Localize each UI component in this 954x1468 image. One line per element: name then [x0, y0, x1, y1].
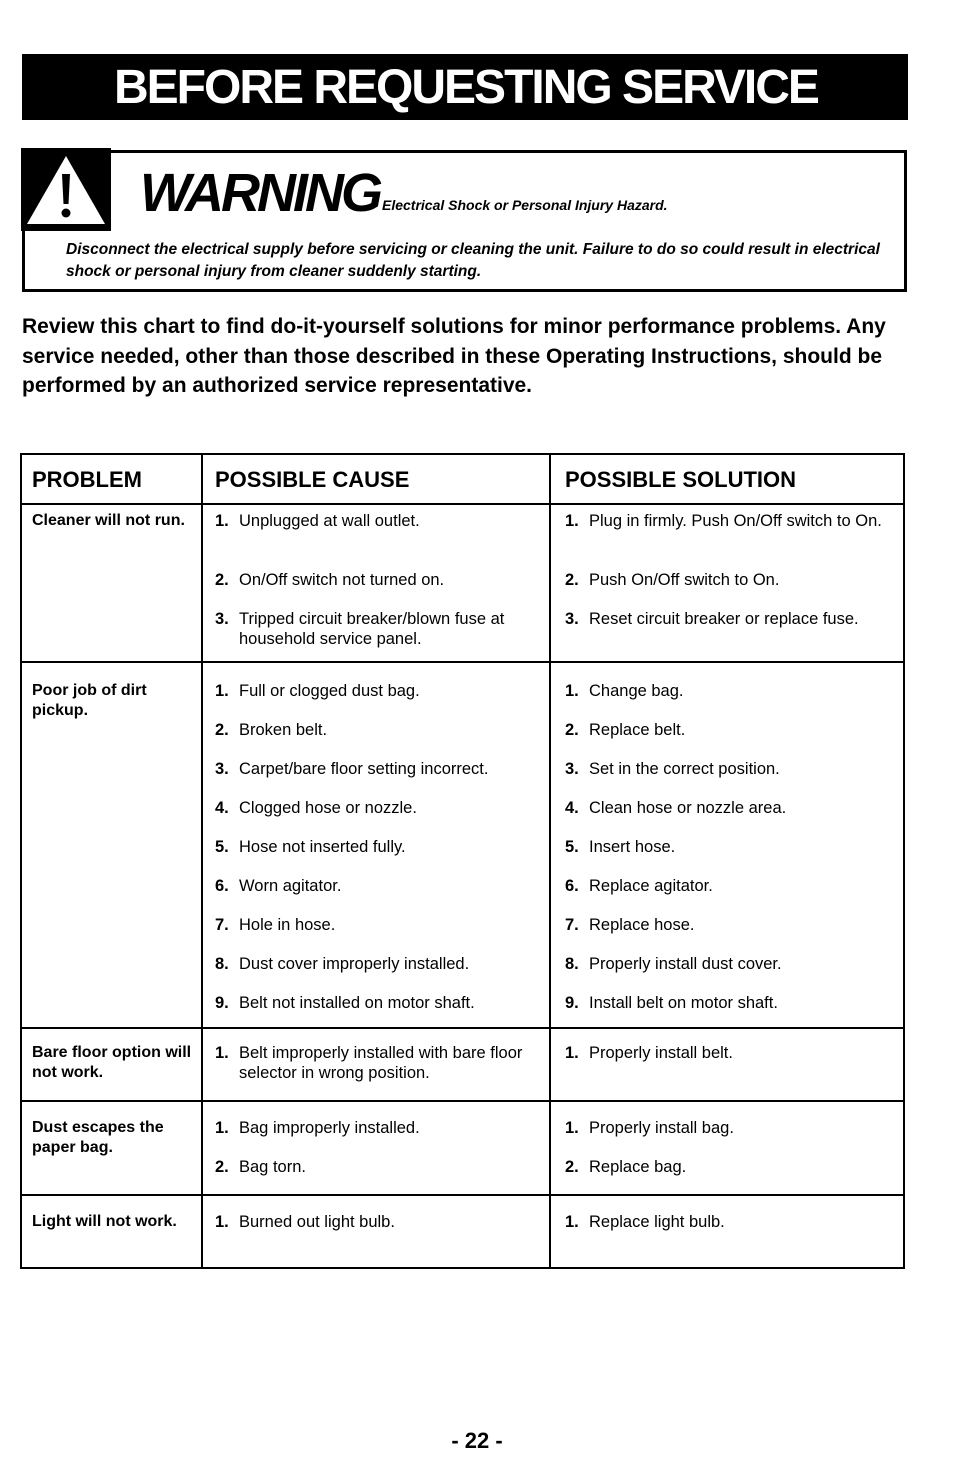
item-number: 2.	[565, 1158, 579, 1176]
item-text: Belt improperly installed with bare floor selector in wrong position.	[239, 1044, 523, 1082]
item-text: Burned out light bulb.	[239, 1213, 395, 1231]
cause-item	[215, 1043, 545, 1083]
cause-item	[215, 1118, 545, 1138]
item-number: 1.	[215, 1044, 229, 1062]
item-text: Carpet/bare floor setting incorrect.	[239, 760, 489, 778]
item-number: 3.	[565, 610, 579, 628]
cause-item	[215, 720, 545, 740]
item-text: Reset circuit breaker or replace fuse.	[589, 610, 859, 628]
item-text: Properly install belt.	[589, 1044, 733, 1062]
item-number: 2.	[215, 721, 229, 739]
item-number: 1.	[565, 1044, 579, 1062]
warning-triangle-icon	[21, 148, 111, 231]
title-banner	[22, 54, 908, 120]
item-number: 7.	[565, 916, 579, 934]
cause-item	[215, 609, 545, 649]
item-number: 9.	[215, 994, 229, 1012]
item-number: 4.	[215, 799, 229, 817]
page-title: BEFORE REQUESTING SERVICE	[114, 61, 818, 114]
problem-cell: Poor job of dirt pickup.	[32, 682, 147, 719]
solution-item	[565, 681, 895, 701]
item-number: 8.	[565, 955, 579, 973]
cause-item	[215, 915, 545, 935]
cause-item	[215, 993, 545, 1013]
solution-item	[565, 1157, 895, 1177]
cause-item	[215, 798, 545, 818]
item-text: Bag improperly installed.	[239, 1119, 420, 1137]
cause-item	[215, 681, 545, 701]
column-divider	[201, 455, 203, 1267]
item-text: Hole in hose.	[239, 916, 336, 934]
item-text: Set in the correct position.	[589, 760, 780, 778]
cause-item	[215, 954, 545, 974]
item-number: 1.	[565, 1119, 579, 1137]
item-text: Replace bag.	[589, 1158, 687, 1176]
item-text: Worn agitator.	[239, 877, 342, 895]
row-divider	[22, 1194, 903, 1196]
header-divider	[22, 503, 903, 505]
item-number: 7.	[215, 916, 229, 934]
solution-item	[565, 1212, 895, 1232]
item-text: Replace belt.	[589, 721, 686, 739]
solution-item	[565, 570, 895, 590]
warning-box	[22, 150, 907, 292]
item-number: 2.	[215, 571, 229, 589]
item-text: Clean hose or nozzle area.	[589, 799, 787, 817]
item-number: 1.	[215, 1213, 229, 1231]
solution-item	[565, 915, 895, 935]
item-text: Clogged hose or nozzle.	[239, 799, 417, 817]
item-number: 2.	[215, 1158, 229, 1176]
troubleshooting-table	[20, 453, 905, 1269]
column-header-solution: POSSIBLE SOLUTION	[565, 467, 797, 492]
item-number: 3.	[215, 610, 229, 628]
item-number: 1.	[215, 512, 229, 530]
solution-item	[565, 720, 895, 740]
intro-paragraph: Review this chart to find do-it-yourself solutions for minor performance problems. Any service needed, other than those described in these Operating Instructions, should be performed by an authorized service representative.	[22, 315, 886, 397]
item-number: 1.	[565, 1213, 579, 1231]
row-divider	[22, 661, 903, 663]
item-number: 6.	[215, 877, 229, 895]
solution-item	[565, 993, 895, 1013]
problem-cell: Cleaner will not run.	[32, 512, 185, 529]
item-text: Replace hose.	[589, 916, 695, 934]
item-text: Change bag.	[589, 682, 684, 700]
item-number: 3.	[565, 760, 579, 778]
item-text: Unplugged at wall outlet.	[239, 512, 420, 530]
item-number: 2.	[565, 571, 579, 589]
solution-item	[565, 511, 895, 531]
solution-item	[565, 1118, 895, 1138]
item-number: 1.	[565, 682, 579, 700]
item-text: Bag torn.	[239, 1158, 306, 1176]
problem-cell: Bare floor option will not work.	[32, 1044, 192, 1081]
item-text: Plug in firmly. Push On/Off switch to On.	[589, 512, 882, 530]
solution-item	[565, 1043, 895, 1063]
item-number: 1.	[565, 512, 579, 530]
item-text: Properly install bag.	[589, 1119, 734, 1137]
item-text: Dust cover improperly installed.	[239, 955, 470, 973]
item-number: 5.	[565, 838, 579, 856]
solution-item	[565, 954, 895, 974]
solution-item	[565, 798, 895, 818]
page-number: - 22 -	[451, 1428, 503, 1453]
item-text: Tripped circuit breaker/blown fuse at household service panel.	[239, 610, 505, 648]
item-text: Install belt on motor shaft.	[589, 994, 778, 1012]
cause-item	[215, 511, 545, 531]
item-text: Insert hose.	[589, 838, 676, 856]
row-divider	[22, 1100, 903, 1102]
solution-item	[565, 609, 895, 629]
cause-item	[215, 1157, 545, 1177]
item-text: Replace light bulb.	[589, 1213, 725, 1231]
item-number: 1.	[215, 1119, 229, 1137]
cause-item	[215, 759, 545, 779]
warning-heading: WARNING	[140, 163, 380, 223]
solution-item	[565, 759, 895, 779]
column-divider	[549, 455, 551, 1267]
cause-item	[215, 570, 545, 590]
item-text: Full or clogged dust bag.	[239, 682, 420, 700]
item-number: 2.	[565, 721, 579, 739]
warning-subtitle: Electrical Shock or Personal Injury Hazard.	[382, 197, 668, 213]
item-number: 4.	[565, 799, 579, 817]
item-number: 9.	[565, 994, 579, 1012]
item-number: 6.	[565, 877, 579, 895]
column-header-cause: POSSIBLE CAUSE	[215, 467, 410, 492]
solution-item	[565, 876, 895, 896]
item-text: Replace agitator.	[589, 877, 713, 895]
item-text: Properly install dust cover.	[589, 955, 782, 973]
warning-box-edge	[22, 229, 25, 292]
item-text: On/Off switch not turned on.	[239, 571, 445, 589]
cause-item	[215, 1212, 545, 1232]
item-number: 1.	[215, 682, 229, 700]
item-number: 3.	[215, 760, 229, 778]
cause-item	[215, 837, 545, 857]
warning-text: Disconnect the electrical supply before servicing or cleaning the unit. Failure to do so could result in electrical shock or personal injury from cleaner suddenly starting.	[66, 241, 880, 280]
cause-item	[215, 876, 545, 896]
problem-cell: Light will not work.	[32, 1213, 177, 1230]
item-text: Hose not inserted fully.	[239, 838, 406, 856]
item-number: 5.	[215, 838, 229, 856]
column-header-problem: PROBLEM	[32, 467, 142, 492]
item-number: 8.	[215, 955, 229, 973]
problem-cell: Dust escapes the paper bag.	[32, 1119, 164, 1156]
row-divider	[22, 1027, 903, 1029]
solution-item	[565, 837, 895, 857]
item-text: Push On/Off switch to On.	[589, 571, 780, 589]
item-text: Belt not installed on motor shaft.	[239, 994, 475, 1012]
item-text: Broken belt.	[239, 721, 328, 739]
